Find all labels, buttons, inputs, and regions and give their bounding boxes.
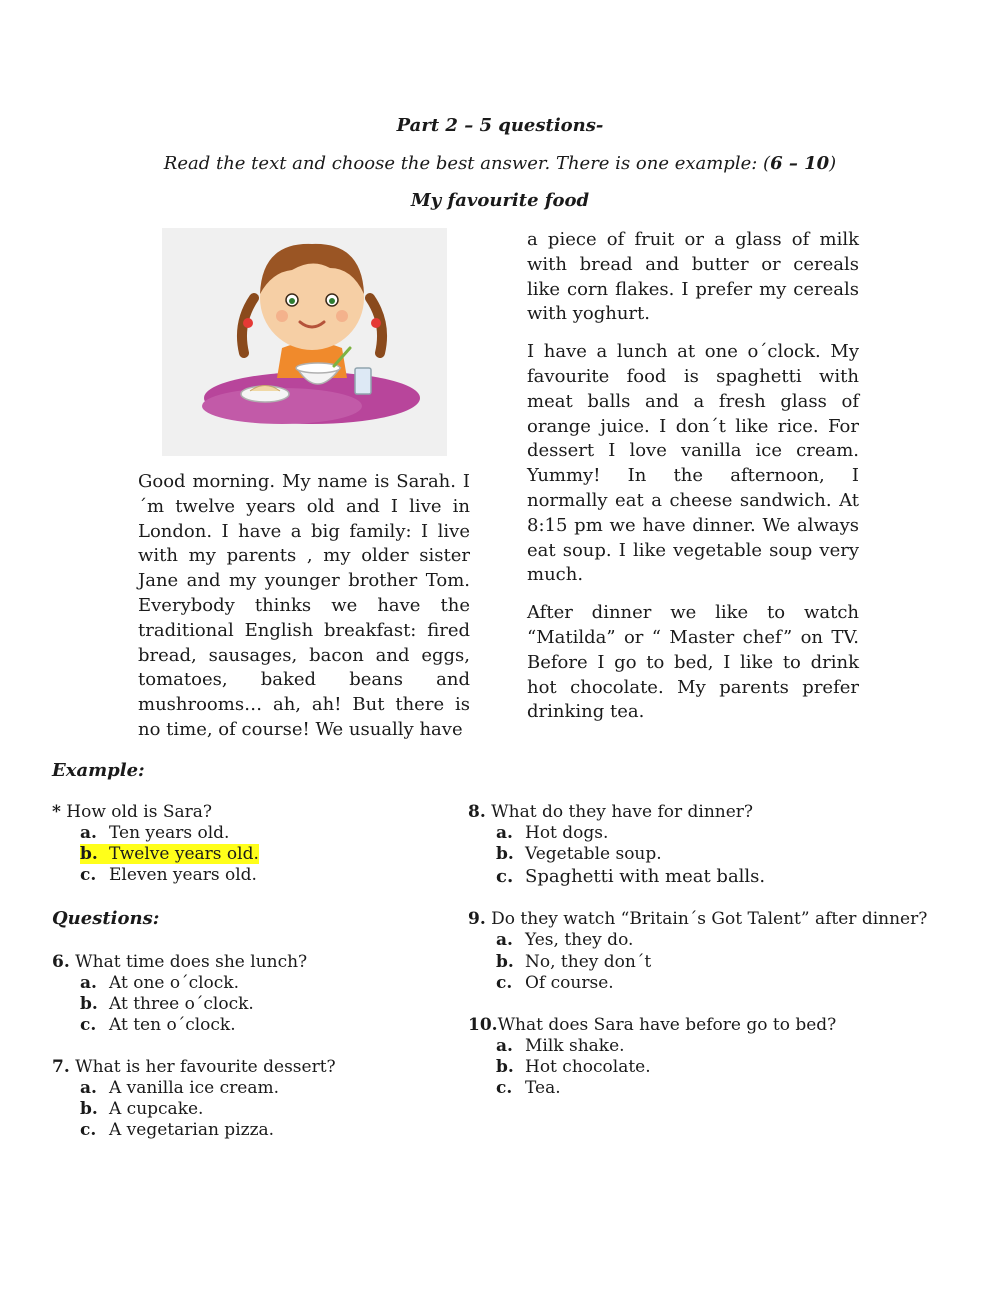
questions-label: Questions: bbox=[52, 908, 160, 929]
example-marker: * bbox=[52, 802, 61, 822]
story-paragraph: After dinner we like to watch “Matilda” or “ Master chef” on TV. Before I go to bed, I like to drink hot chocolate. My parents prefer drinking tea. bbox=[527, 602, 859, 723]
story-paragraph: Good morning. My name is Sarah. I´m twelve years old and I live in London. I have a big family: I live with my parents , my older sister Jane and my younger brother Tom. Everybody thinks we have the traditional English breakfast: fired bread, sausages, bacon and eggs, tomatoes, baked beans and mushrooms… ah, ah! But there is no time, of course! We usually have bbox=[138, 471, 470, 740]
question-6: 6. What time does she lunch? bbox=[52, 952, 308, 972]
example-question-text: How old is Sara? bbox=[66, 802, 212, 822]
story-title: My favourite food bbox=[410, 190, 590, 211]
example-option-b bbox=[80, 844, 259, 864]
question-7-option-b: b. A cupcake. bbox=[80, 1099, 204, 1119]
question-10-option-b: b. Hot chocolate. bbox=[496, 1057, 651, 1077]
question-7: 7. What is her favourite dessert? bbox=[52, 1057, 336, 1077]
story-paragraph: a piece of fruit or a glass of milk with bread and butter or cereals like corn flakes. I prefer my cereals with yoghurt. bbox=[527, 229, 859, 325]
question-6-option-c: c. At ten o´clock. bbox=[80, 1015, 236, 1035]
instructions-close: ) bbox=[829, 153, 837, 174]
example-question bbox=[52, 802, 212, 822]
example-option-c: c. Eleven years old. bbox=[80, 865, 257, 885]
example-label: Example: bbox=[52, 760, 145, 781]
question-9-option-b: b. No, they don´t bbox=[496, 952, 652, 972]
question-8: 8. What do they have for dinner? bbox=[468, 802, 754, 822]
question-9: 9. Do they watch “Britain´s Got Talent” after dinner? bbox=[468, 909, 928, 929]
instructions-range: 6 – 10 bbox=[770, 153, 830, 174]
question-9-option-c: c. Of course. bbox=[496, 973, 614, 993]
question-7-option-a: a. A vanilla ice cream. bbox=[80, 1078, 280, 1098]
question-8-option-a: a. Hot dogs. bbox=[496, 823, 609, 843]
question-7-option-c: c. A vegetarian pizza. bbox=[80, 1120, 275, 1140]
story-paragraph: I have a lunch at one o´clock. My favourite food is spaghetti with meat balls and a fresh glass of orange juice. I don´t like rice. For dessert I love vanilla ice cream. Yummy! In the afternoon, I normally eat a cheese sandwich. At 8:15 pm we have dinner. We always eat soup. I like vegetable soup very much. bbox=[527, 341, 859, 586]
question-6-option-a: a. At one o´clock. bbox=[80, 973, 240, 993]
question-9-option-a: a. Yes, they do. bbox=[496, 930, 634, 950]
question-6-option-b: b. At three o´clock. bbox=[80, 994, 254, 1014]
question-10-option-c: c. Tea. bbox=[496, 1078, 561, 1098]
instructions-text: Read the text and choose the best answer. There is one example: ( bbox=[163, 153, 771, 174]
question-10: 10.What does Sara have before go to bed? bbox=[468, 1015, 837, 1035]
example-option-a: a. Ten years old. bbox=[80, 823, 230, 843]
question-8-option-c: c. Spaghetti with meat balls. bbox=[496, 866, 766, 887]
question-8-option-b: b. Vegetable soup. bbox=[496, 844, 662, 864]
part-title: Part 2 – 5 questions- bbox=[396, 115, 604, 136]
question-10-option-a: a. Milk shake. bbox=[496, 1036, 625, 1056]
example-answer-highlight: b. Twelve years old. bbox=[80, 844, 259, 864]
